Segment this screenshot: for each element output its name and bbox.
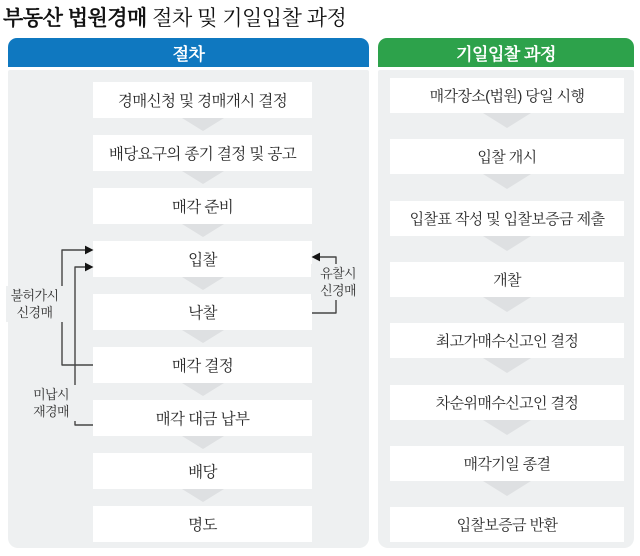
down-chevron-icon <box>182 171 224 187</box>
annotation-no-permit: 불허가시 신경매 <box>6 286 63 322</box>
flow-step-left-6: 매각 대금 납부 <box>93 400 312 436</box>
flow-step-left-8: 명도 <box>93 506 312 542</box>
page-title <box>3 2 346 32</box>
down-chevron-icon <box>483 297 531 315</box>
flow-step-left-3: 입찰 <box>93 241 312 277</box>
down-chevron-icon <box>483 481 531 499</box>
down-chevron-icon <box>182 383 224 399</box>
flow-step-right-4: 최고가매수신고인 결정 <box>390 323 624 358</box>
down-chevron-icon <box>483 358 531 376</box>
procedure-panel-title: 절차 <box>172 45 205 64</box>
page-title-rest: 절차 및 기일입찰 과정 <box>146 7 347 30</box>
flow-step-left-2: 매각 준비 <box>93 188 312 224</box>
flow-step-left-4: 낙찰 <box>93 294 312 330</box>
down-chevron-icon <box>182 118 224 134</box>
down-chevron-icon <box>182 489 224 505</box>
procedure-panel-header <box>8 38 369 67</box>
flow-step-left-1: 배당요구의 종기 결정 및 공고 <box>93 135 312 171</box>
flow-step-right-2: 입찰표 작성 및 입찰보증금 제출 <box>390 201 624 236</box>
flow-step-left-7: 배당 <box>93 453 312 489</box>
flow-step-right-3: 개찰 <box>390 262 624 297</box>
bid-process-panel-header <box>378 38 634 67</box>
flow-step-right-1: 입찰 개시 <box>390 139 624 174</box>
page-title-bold: 부동산 법원경매 <box>3 7 147 30</box>
flow-step-left-5: 매각 결정 <box>93 347 312 383</box>
down-chevron-icon <box>483 420 531 438</box>
annotation-unpaid: 미납시 재경매 <box>26 385 76 421</box>
down-chevron-icon <box>483 113 531 131</box>
down-chevron-icon <box>182 330 224 346</box>
flow-step-right-6: 매각기일 종결 <box>390 446 624 481</box>
bid-process-panel-title: 기일입찰 과정 <box>456 45 556 64</box>
flow-step-right-0: 매각장소(법원) 당일 시행 <box>390 78 624 113</box>
flow-step-left-0: 경매신청 및 경매개시 결정 <box>93 82 312 118</box>
down-chevron-icon <box>483 174 531 192</box>
flow-step-right-7: 입찰보증금 반환 <box>390 507 624 542</box>
down-chevron-icon <box>182 277 224 293</box>
down-chevron-icon <box>182 436 224 452</box>
annotation-failed-bid: 유찰시 신경매 <box>311 264 365 300</box>
flow-step-right-5: 차순위매수신고인 결정 <box>390 385 624 420</box>
down-chevron-icon <box>483 236 531 254</box>
down-chevron-icon <box>182 224 224 240</box>
